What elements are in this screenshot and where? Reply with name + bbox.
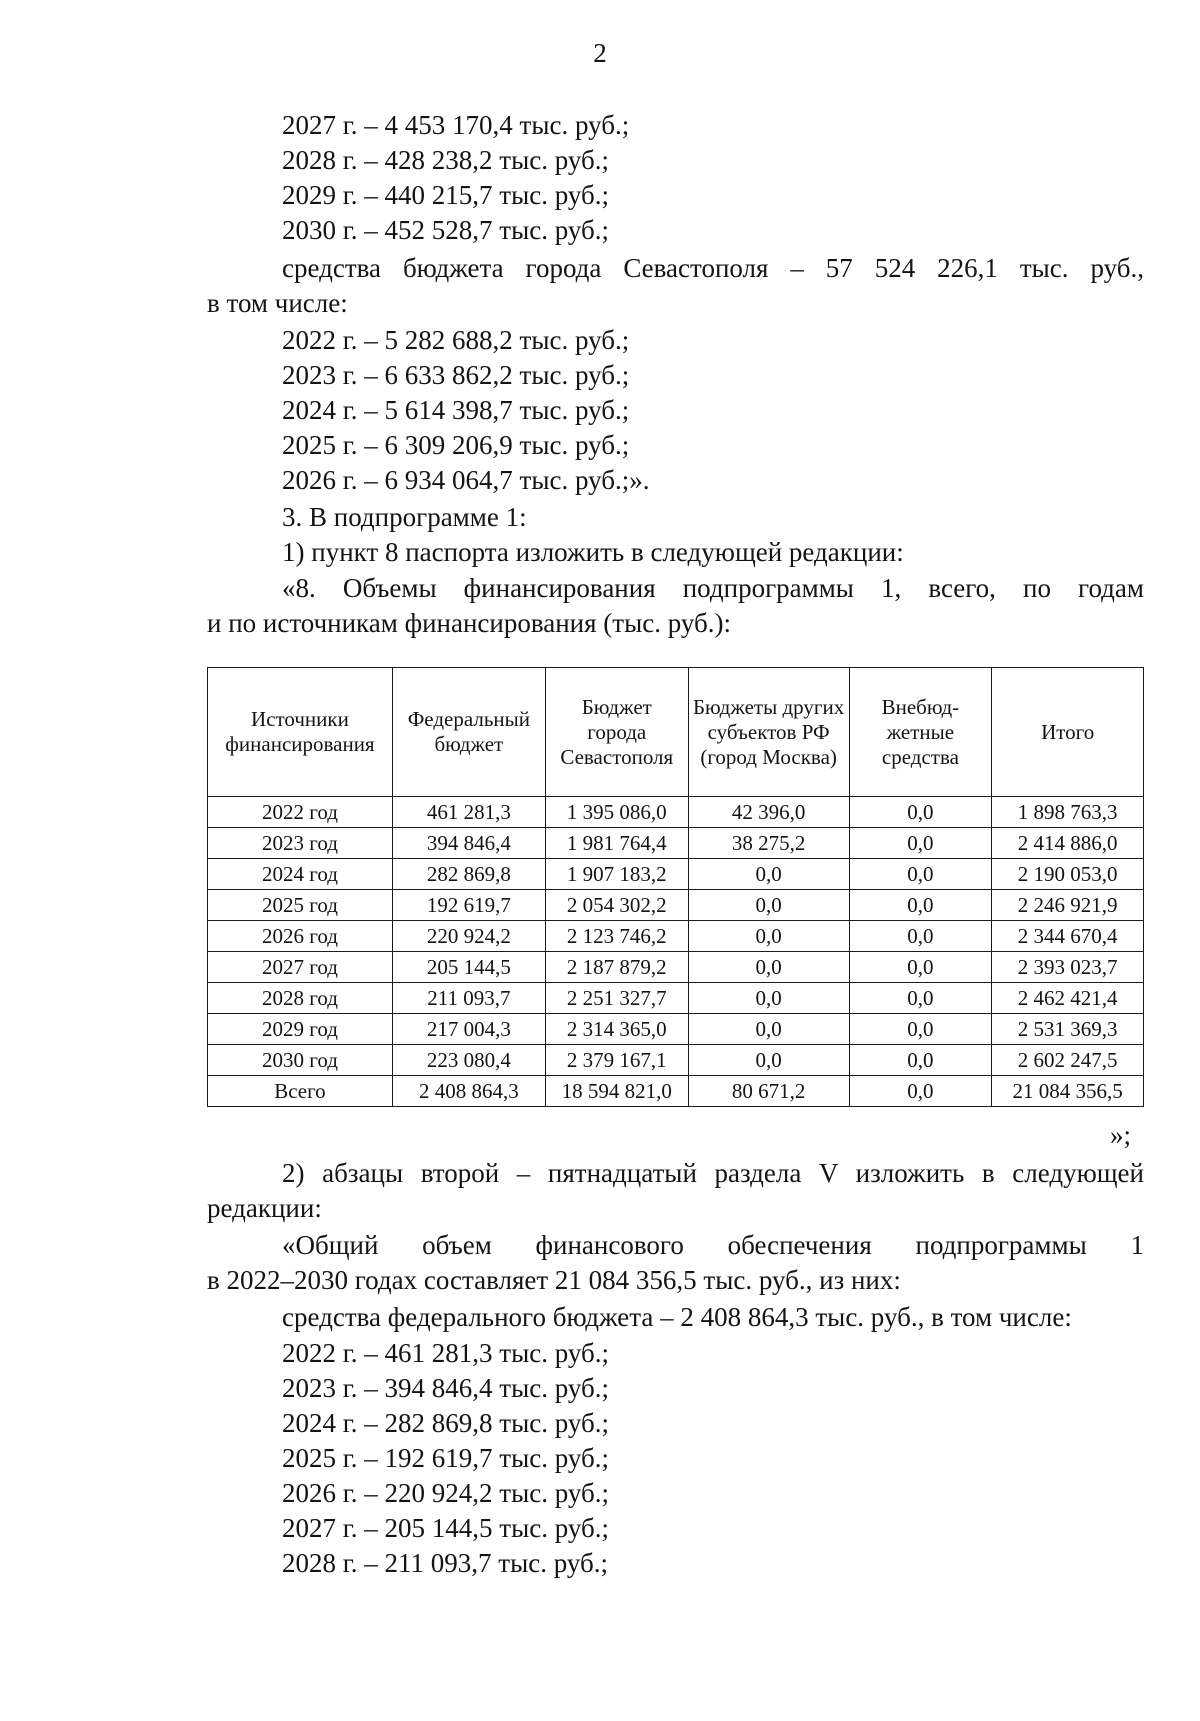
paragraph-line: в том числе:: [207, 288, 348, 318]
table-row: [208, 1045, 1144, 1076]
table-cell: 0,0: [688, 1045, 849, 1076]
total-volume-paragraph: [207, 1228, 1144, 1298]
year-line: 2022 г. – 5 282 688,2 тыс. руб.;: [282, 325, 630, 355]
table-cell: 1 395 086,0: [545, 797, 688, 828]
table-row: [208, 1014, 1144, 1045]
table-cell: 2 190 053,0: [992, 859, 1144, 890]
year-line: 2029 г. – 440 215,7 тыс. руб.;: [282, 180, 609, 210]
table-cell: 2025 год: [208, 890, 393, 921]
header-extrabudget: Внебюд-жетные средства: [849, 668, 992, 797]
table-header-row: [208, 668, 1144, 797]
table-cell: 2026 год: [208, 921, 393, 952]
table-cell: 0,0: [849, 859, 992, 890]
table-cell: 42 396,0: [688, 797, 849, 828]
year-line: 2022 г. – 461 281,3 тыс. руб.;: [282, 1338, 609, 1368]
table-cell: 0,0: [688, 952, 849, 983]
table-cell: 2 414 886,0: [992, 828, 1144, 859]
table-cell: 1 898 763,3: [992, 797, 1144, 828]
year-line: 2024 г. – 282 869,8 тыс. руб.;: [282, 1408, 609, 1438]
table-row: [208, 952, 1144, 983]
table-cell: 2 344 670,4: [992, 921, 1144, 952]
item-two-paragraph: [207, 1156, 1144, 1226]
table-row: [208, 983, 1144, 1014]
header-sources: Источники финансирования: [208, 668, 393, 797]
year-line: 2023 г. – 6 633 862,2 тыс. руб.;: [282, 360, 630, 390]
table-cell: 2030 год: [208, 1045, 393, 1076]
table-cell: 282 869,8: [392, 859, 545, 890]
table-cell: 1 907 183,2: [545, 859, 688, 890]
table-cell: 0,0: [849, 1045, 992, 1076]
table-cell: 2 602 247,5: [992, 1045, 1144, 1076]
year-line: 2027 г. – 205 144,5 тыс. руб.;: [282, 1513, 609, 1543]
table-cell: 2022 год: [208, 797, 393, 828]
table-cell: 0,0: [849, 890, 992, 921]
table-cell: 0,0: [849, 1014, 992, 1045]
table-cell: 0,0: [849, 952, 992, 983]
table-cell: 21 084 356,5: [992, 1076, 1144, 1107]
paragraph-line: средства бюджета города Севастополя – 57 524 226,1 тыс. руб.,: [282, 253, 1144, 283]
table-cell: Всего: [208, 1076, 393, 1107]
table-row: [208, 859, 1144, 890]
paragraph-line: «Общий объем финансового обеспечения подпрограммы 1: [282, 1230, 1144, 1260]
paragraph-line: редакции:: [207, 1193, 322, 1223]
table-cell: 0,0: [849, 983, 992, 1014]
table-cell: 18 594 821,0: [545, 1076, 688, 1107]
table-cell: 2 408 864,3: [392, 1076, 545, 1107]
header-sevastopol: Бюджет города Севастополя: [545, 668, 688, 797]
table-row: [208, 921, 1144, 952]
paragraph-line: «8. Объемы финансирования подпрограммы 1, всего, по годам: [282, 573, 1144, 603]
year-line: 2024 г. – 5 614 398,7 тыс. руб.;: [282, 395, 630, 425]
table-cell: 2023 год: [208, 828, 393, 859]
table-cell: 2 054 302,2: [545, 890, 688, 921]
table-cell: 0,0: [688, 921, 849, 952]
table-cell: 1 981 764,4: [545, 828, 688, 859]
table-cell: 205 144,5: [392, 952, 545, 983]
financing-table: [207, 667, 1144, 1107]
table-cell: 2 393 023,7: [992, 952, 1144, 983]
paragraph-line: в 2022–2030 годах составляет 21 084 356,5 тыс. руб., из них:: [207, 1265, 901, 1295]
table-cell: 220 924,2: [392, 921, 545, 952]
table-cell: 0,0: [688, 890, 849, 921]
page-number: 2: [593, 38, 607, 68]
table-cell: 2 246 921,9: [992, 890, 1144, 921]
year-line: 2023 г. – 394 846,4 тыс. руб.;: [282, 1373, 609, 1403]
table-cell: 80 671,2: [688, 1076, 849, 1107]
sevastopol-budget-paragraph: [207, 251, 1144, 321]
year-line: 2025 г. – 6 309 206,9 тыс. руб.;: [282, 430, 630, 460]
year-line: 2026 г. – 6 934 064,7 тыс. руб.;».: [282, 465, 650, 495]
table-cell: 2027 год: [208, 952, 393, 983]
table-cell: 0,0: [849, 828, 992, 859]
table-cell: 0,0: [688, 859, 849, 890]
table-cell: 394 846,4: [392, 828, 545, 859]
year-line: 2028 г. – 428 238,2 тыс. руб.;: [282, 145, 609, 175]
federal-funds-line: средства федерального бюджета – 2 408 864,3 тыс. руб., в том числе:: [282, 1302, 1072, 1332]
table-total-row: [208, 1076, 1144, 1107]
paragraph-line: и по источникам финансирования (тыс. руб.):: [207, 608, 731, 638]
table-cell: 2 187 879,2: [545, 952, 688, 983]
point-8-paragraph: [207, 571, 1144, 641]
table-cell: 2 531 369,3: [992, 1014, 1144, 1045]
table-cell: 2028 год: [208, 983, 393, 1014]
table-cell: 2 462 421,4: [992, 983, 1144, 1014]
year-line: 2025 г. – 192 619,7 тыс. руб.;: [282, 1443, 609, 1473]
table-row: [208, 890, 1144, 921]
table-cell: 0,0: [688, 1014, 849, 1045]
table-cell: 2 314 365,0: [545, 1014, 688, 1045]
year-line: 2028 г. – 211 093,7 тыс. руб.;: [282, 1548, 608, 1578]
table-cell: 2 123 746,2: [545, 921, 688, 952]
year-line: 2026 г. – 220 924,2 тыс. руб.;: [282, 1478, 609, 1508]
table-row: [208, 797, 1144, 828]
table-cell: 2029 год: [208, 1014, 393, 1045]
year-line: 2030 г. – 452 528,7 тыс. руб.;: [282, 215, 609, 245]
table-cell: 0,0: [849, 921, 992, 952]
section-heading: 3. В подпрограмме 1:: [282, 502, 527, 532]
table-cell: 2 379 167,1: [545, 1045, 688, 1076]
table-cell: 2024 год: [208, 859, 393, 890]
table-cell: 2 251 327,7: [545, 983, 688, 1014]
table-cell: 461 281,3: [392, 797, 545, 828]
table-cell: 38 275,2: [688, 828, 849, 859]
table-cell: 223 080,4: [392, 1045, 545, 1076]
table-cell: 192 619,7: [392, 890, 545, 921]
header-federal: Федеральный бюджет: [392, 668, 545, 797]
table-cell: 211 093,7: [392, 983, 545, 1014]
paragraph-line: 2) абзацы второй – пятнадцатый раздела V изложить в следующей: [282, 1158, 1144, 1188]
header-other-subjects: Бюджеты других субъектов РФ (город Москва): [688, 668, 849, 797]
item-one: 1) пункт 8 паспорта изложить в следующей редакции:: [282, 537, 904, 567]
header-total: Итого: [992, 668, 1144, 797]
table-cell: 0,0: [688, 983, 849, 1014]
table-cell: 0,0: [849, 797, 992, 828]
closing-quote: »;: [1110, 1120, 1132, 1150]
year-line: 2027 г. – 4 453 170,4 тыс. руб.;: [282, 110, 630, 140]
table-row: [208, 828, 1144, 859]
table-cell: 0,0: [849, 1076, 992, 1107]
table-cell: 217 004,3: [392, 1014, 545, 1045]
